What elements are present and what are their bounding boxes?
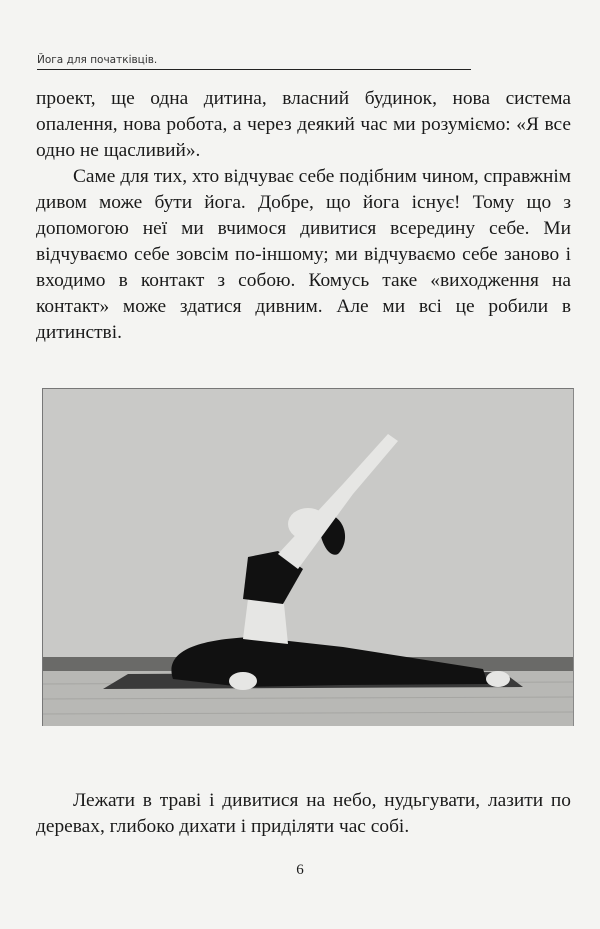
running-head: Йога для початківців. xyxy=(37,54,471,70)
yoga-pose-illustration xyxy=(43,389,573,726)
yoga-photo xyxy=(42,388,574,726)
text-block-bottom xyxy=(36,788,571,840)
paragraph: проект, ще одна дитина, власний будинок, нова система опалення, нова робота, а через деякий час ми розуміємо: «Я все одно не щасливий». xyxy=(36,88,571,161)
text-block-middle xyxy=(36,164,571,346)
page-number: 6 xyxy=(296,862,304,878)
text-block-top xyxy=(36,86,571,164)
paragraph: Лежати в траві і дивитися на небо, нудьгувати, лазити по деревах, глибоко дихати і приділяти час собі. xyxy=(36,790,571,837)
paragraph: Саме для тих, хто відчуває себе подібним чином, справжнім дивом може бути йога. Добре, що йога існує! Тому що з допомогою неї ми вчимося дивитися всередину себе. Ми відчуваємо себе зовсім по-іншому; ми відчуваємо себе заново і входимо в контакт з собою. Комусь таке «виходження на контакт» може здатися дивним. Але ми всі це робили в дитинстві. xyxy=(36,166,571,343)
